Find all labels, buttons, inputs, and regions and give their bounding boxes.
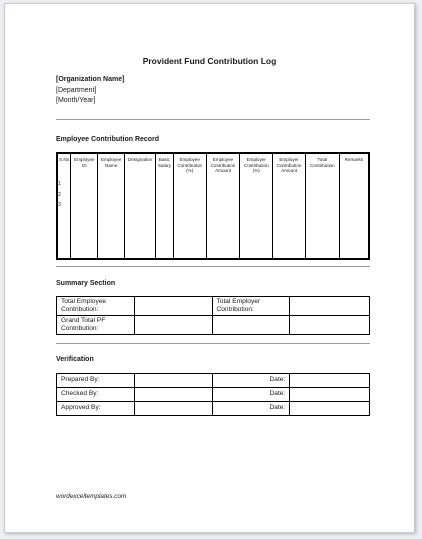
- date-label: Date:: [212, 402, 290, 416]
- grand-total-label: Grand Total PF Contribution:: [57, 316, 135, 335]
- col-header-employee-name: Employee Name: [98, 153, 125, 179]
- table-cell[interactable]: [305, 179, 339, 259]
- footer-website: wordexceltemplates.com: [56, 493, 127, 500]
- col-header-employee-id: Employee ID: [71, 153, 98, 179]
- table-row: [57, 179, 369, 259]
- row-number-cell: [57, 179, 71, 259]
- col-header-employee-contribution-amount: Employee Contribution Amount: [206, 153, 240, 179]
- total-employer-value[interactable]: [290, 297, 370, 316]
- checked-by-value[interactable]: [134, 388, 212, 402]
- row-number: 2: [58, 191, 61, 198]
- table-row: [57, 374, 370, 388]
- total-employee-value[interactable]: [134, 297, 212, 316]
- employee-section-heading: Employee Contribution Record: [56, 136, 160, 143]
- col-header-sno: S.No: [57, 153, 71, 179]
- col-header-employee-contribution-pct: Employee Contribution (%): [173, 153, 206, 179]
- row-number: 3: [58, 202, 61, 208]
- table-cell[interactable]: [206, 179, 240, 259]
- approved-date-value[interactable]: [290, 402, 370, 416]
- divider-1: [56, 119, 370, 120]
- organization-name: [Organization Name]: [56, 76, 125, 83]
- col-header-employer-contribution-amount: Employer Contribution Amount: [273, 153, 306, 179]
- approved-by-label: Approved By:: [57, 402, 135, 416]
- organization-block: [56, 75, 124, 107]
- table-cell[interactable]: [173, 179, 206, 259]
- total-employer-label: Total Employer Contribution:: [212, 297, 290, 316]
- table-row: [57, 388, 370, 402]
- table-row: [57, 402, 370, 416]
- divider-3: [56, 343, 370, 344]
- table-header-row: [57, 153, 369, 179]
- table-cell[interactable]: [125, 179, 156, 259]
- divider-2: [56, 266, 370, 267]
- total-employee-label: Total Employee Contribution:: [57, 297, 135, 316]
- grand-total-value[interactable]: [134, 316, 212, 335]
- approved-by-value[interactable]: [134, 402, 212, 416]
- table-cell[interactable]: [240, 179, 273, 259]
- checked-date-value[interactable]: [290, 388, 370, 402]
- table-cell[interactable]: [98, 179, 125, 259]
- date-label: Date:: [212, 374, 290, 388]
- col-header-designation: Designation: [125, 153, 156, 179]
- table-cell[interactable]: [290, 316, 370, 335]
- table-row: [57, 297, 370, 316]
- prepared-date-value[interactable]: [290, 374, 370, 388]
- employee-contribution-table: [56, 152, 370, 260]
- table-cell[interactable]: [212, 316, 290, 335]
- prepared-by-value[interactable]: [134, 374, 212, 388]
- period-label: [Month/Year]: [56, 97, 96, 104]
- table-cell[interactable]: [71, 179, 98, 259]
- row-number: 1: [58, 181, 61, 187]
- verification-section-heading: Verification: [56, 356, 94, 363]
- table-cell[interactable]: [155, 179, 173, 259]
- document-page: [4, 3, 415, 533]
- date-label: Date:: [212, 388, 290, 402]
- department-label: [Department]: [56, 86, 97, 94]
- checked-by-label: Checked By:: [57, 388, 135, 402]
- document-title: Provident Fund Contribution Log: [142, 56, 277, 66]
- table-cell[interactable]: [339, 179, 369, 259]
- col-header-employer-contribution-pct: Employer Contribution (%): [240, 153, 273, 179]
- table-row: [57, 316, 370, 335]
- summary-section-heading: Summary Section: [56, 280, 116, 287]
- col-header-basic-salary: Basic Salary: [155, 153, 173, 179]
- summary-table: [56, 296, 370, 335]
- prepared-by-label: Prepared By:: [57, 374, 135, 388]
- verification-table: [56, 373, 370, 416]
- table-cell[interactable]: [273, 179, 306, 259]
- col-header-total-contribution: Total Contribution: [305, 153, 339, 179]
- col-header-remarks: Remarks: [339, 153, 369, 179]
